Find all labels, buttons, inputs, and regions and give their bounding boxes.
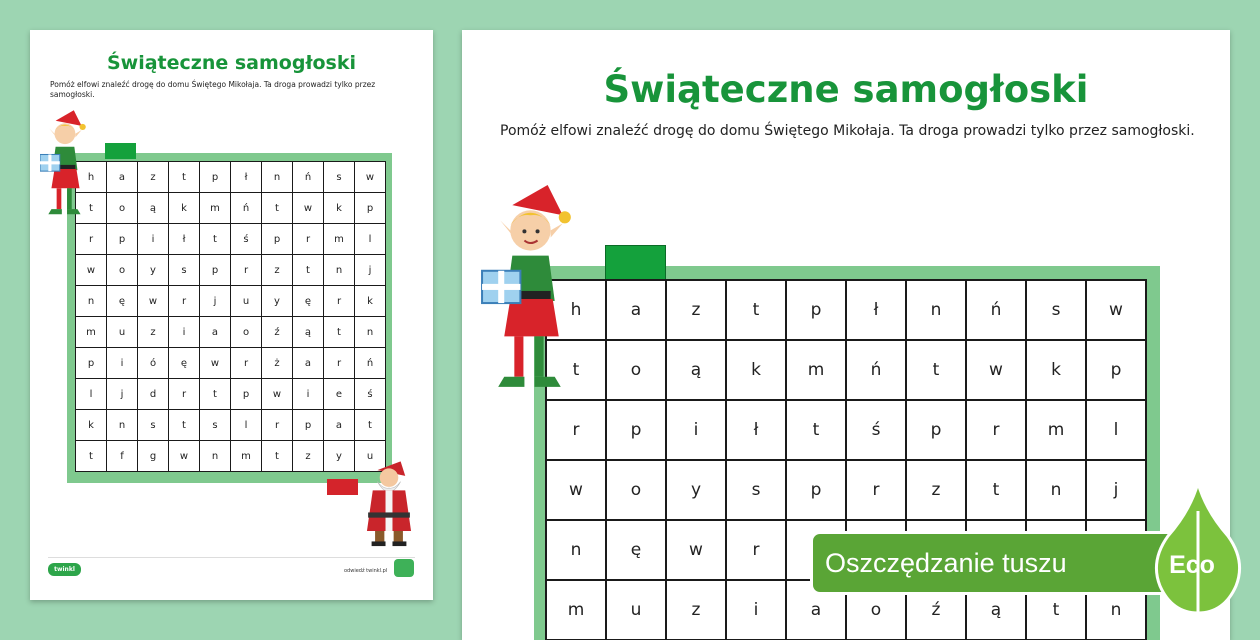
grid-cell: j (107, 379, 137, 409)
grid-cell: f (107, 441, 137, 471)
grid-cell: t (324, 317, 354, 347)
grid-cell: k (355, 286, 385, 316)
grid-cell: ą (667, 341, 725, 399)
grid-cell: a (107, 162, 137, 192)
grid-cell: ę (293, 286, 323, 316)
footer-url: odwiedź twinkl.pl (344, 568, 388, 574)
grid-cell: p (76, 348, 106, 378)
grid-cell: t (787, 401, 845, 459)
grid-cell: p (293, 410, 323, 440)
grid-cell: w (293, 193, 323, 223)
grid-cell: s (138, 410, 168, 440)
grid-cell: m (1027, 401, 1085, 459)
grid-cell: m (787, 341, 845, 399)
grid-cell: w (547, 461, 605, 519)
grid-cell: p (200, 255, 230, 285)
grid-cell: s (1027, 281, 1085, 339)
grid-cell: t (200, 224, 230, 254)
grid-cell: y (262, 286, 292, 316)
grid-cell: p (787, 461, 845, 519)
grid-cell: ę (169, 348, 199, 378)
eco-badge-text: Oszczędzanie tuszu (825, 547, 1067, 578)
grid-cell: r (76, 224, 106, 254)
grid-cell: ą (138, 193, 168, 223)
eco-badge-bar (810, 531, 1205, 595)
start-marker (605, 245, 666, 280)
eco-badge[interactable] (810, 531, 1250, 595)
grid-cell: w (667, 521, 725, 579)
grid-cell: j (355, 255, 385, 285)
grid-cell: n (200, 441, 230, 471)
grid-cell: k (324, 193, 354, 223)
grid-cell: r (169, 379, 199, 409)
grid-cell: i (727, 581, 785, 639)
grid-cell: r (847, 461, 905, 519)
grid-cell: ł (847, 281, 905, 339)
grid-cell: ś (355, 379, 385, 409)
grid-cell: t (76, 441, 106, 471)
grid-cell: n (1027, 461, 1085, 519)
grid-cell: k (169, 193, 199, 223)
grid-cell: h (547, 281, 605, 339)
grid-cell: y (667, 461, 725, 519)
instructions: Pomóż elfowi znaleźć drogę do domu Świętego Mikołaja. Ta droga prowadzi tylko przez samogłoski. (500, 123, 1195, 139)
grid-cell: o (607, 461, 665, 519)
grid-cell: s (727, 461, 785, 519)
grid-cell: i (107, 348, 137, 378)
grid-cell: t (200, 379, 230, 409)
letter-grid (75, 161, 386, 472)
grid-cell: n (907, 281, 965, 339)
grid-cell: g (138, 441, 168, 471)
grid-cell: ń (355, 348, 385, 378)
grid-cell: t (727, 281, 785, 339)
grid-cell: u (607, 581, 665, 639)
grid-cell: r (169, 286, 199, 316)
footer-badge-icon (394, 559, 414, 577)
grid-cell: ń (293, 162, 323, 192)
grid-cell: o (107, 193, 137, 223)
grid-cell: t (169, 162, 199, 192)
grid-cell: t (262, 441, 292, 471)
grid-cell: r (967, 401, 1025, 459)
santa-illustration (360, 454, 418, 550)
grid-cell: j (200, 286, 230, 316)
grid-cell: a (200, 317, 230, 347)
grid-cell: p (200, 162, 230, 192)
grid-cell: w (200, 348, 230, 378)
grid-cell: m (200, 193, 230, 223)
grid-cell: u (231, 286, 261, 316)
grid-cell: t (262, 193, 292, 223)
grid-cell: a (607, 281, 665, 339)
grid-cell: z (138, 317, 168, 347)
grid-cell: s (169, 255, 199, 285)
thumbnail-page[interactable] (30, 30, 433, 600)
grid-cell: n (1087, 581, 1145, 639)
end-marker (327, 479, 358, 495)
grid-cell: ń (231, 193, 261, 223)
grid-cell: r (324, 286, 354, 316)
grid-cell: r (231, 348, 261, 378)
grid-cell: w (76, 255, 106, 285)
grid-cell: ż (262, 348, 292, 378)
grid-cell: y (324, 441, 354, 471)
grid-cell: t (547, 341, 605, 399)
grid-cell: i (293, 379, 323, 409)
grid-cell: o (607, 341, 665, 399)
grid-cell: o (847, 581, 905, 639)
grid-cell: s (324, 162, 354, 192)
thumbnail-instructions: Pomóż elfowi znaleźć drogę do domu Świętego Mikołaja. Ta droga prowadzi tylko przez samogłoski. (50, 80, 376, 100)
start-marker (105, 143, 136, 159)
grid-cell: n (324, 255, 354, 285)
leaf-icon (1148, 481, 1248, 619)
grid-cell: l (76, 379, 106, 409)
grid-cell: i (667, 401, 725, 459)
grid-cell: ź (262, 317, 292, 347)
grid-cell: i (138, 224, 168, 254)
grid-cell: o (107, 255, 137, 285)
grid-cell: r (262, 410, 292, 440)
grid-cell: ę (607, 521, 665, 579)
grid-cell: d (138, 379, 168, 409)
grid-cell: ą (967, 581, 1025, 639)
grid-cell: w (355, 162, 385, 192)
twinkl-logo: twinkl (48, 563, 81, 576)
grid-cell: a (293, 348, 323, 378)
grid-cell: r (324, 348, 354, 378)
grid-cell: w (967, 341, 1025, 399)
grid-cell: r (231, 255, 261, 285)
grid-cell: u (107, 317, 137, 347)
grid-cell: p (607, 401, 665, 459)
grid-cell: ń (967, 281, 1025, 339)
grid-cell: ó (138, 348, 168, 378)
thumbnail-title: Świąteczne samogłoski (106, 52, 357, 74)
grid-cell: w (1087, 281, 1145, 339)
grid-cell: z (667, 281, 725, 339)
grid-cell: w (169, 441, 199, 471)
page-title: Świąteczne samogłoski (603, 68, 1089, 111)
grid-cell: k (76, 410, 106, 440)
grid-cell: r (547, 401, 605, 459)
grid-cell: e (324, 379, 354, 409)
grid-cell: n (262, 162, 292, 192)
footer-divider (48, 557, 415, 558)
grid-cell: l (1087, 401, 1145, 459)
grid-cell: m (76, 317, 106, 347)
grid-cell: z (262, 255, 292, 285)
grid-cell: n (76, 286, 106, 316)
grid-cell: m (231, 441, 261, 471)
grid-cell: r (293, 224, 323, 254)
grid-cell: t (355, 410, 385, 440)
grid-cell: n (107, 410, 137, 440)
grid-cell: t (967, 461, 1025, 519)
grid-cell: s (200, 410, 230, 440)
grid-cell: p (262, 224, 292, 254)
grid-cell: k (727, 341, 785, 399)
grid-cell: ś (847, 401, 905, 459)
grid-cell: p (107, 224, 137, 254)
grid-cell: ł (169, 224, 199, 254)
grid-cell: r (727, 521, 785, 579)
grid-cell: ń (847, 341, 905, 399)
grid-cell: p (907, 401, 965, 459)
grid-cell: t (76, 193, 106, 223)
grid-cell: t (169, 410, 199, 440)
grid-cell: n (355, 317, 385, 347)
grid-cell: ś (231, 224, 261, 254)
grid-cell: a (787, 581, 845, 639)
grid-cell: a (324, 410, 354, 440)
grid-cell: ź (907, 581, 965, 639)
grid-cell: p (355, 193, 385, 223)
grid-cell: n (547, 521, 605, 579)
grid-cell: k (1027, 341, 1085, 399)
grid-cell: ą (293, 317, 323, 347)
grid-cell: p (1087, 341, 1145, 399)
grid-cell: p (787, 281, 845, 339)
grid-cell: z (907, 461, 965, 519)
grid-cell: ę (107, 286, 137, 316)
grid-cell: z (667, 581, 725, 639)
grid-cell: u (355, 441, 385, 471)
grid-cell: w (262, 379, 292, 409)
grid-cell: o (231, 317, 261, 347)
grid-cell: l (355, 224, 385, 254)
elf-illustration (480, 185, 585, 407)
elf-illustration (40, 110, 92, 225)
grid-cell: z (138, 162, 168, 192)
grid-cell: l (231, 410, 261, 440)
grid-cell: y (138, 255, 168, 285)
grid-cell: z (293, 441, 323, 471)
grid-cell: ł (727, 401, 785, 459)
grid-cell: h (76, 162, 106, 192)
grid-cell: t (907, 341, 965, 399)
grid-cell: t (293, 255, 323, 285)
grid-cell: p (231, 379, 261, 409)
grid-cell: i (169, 317, 199, 347)
eco-label: Eco (1169, 551, 1215, 579)
grid-cell: ł (231, 162, 261, 192)
grid-cell: m (547, 581, 605, 639)
grid-cell: j (1087, 461, 1145, 519)
grid-cell: t (1027, 581, 1085, 639)
grid-cell: w (138, 286, 168, 316)
grid-cell: m (324, 224, 354, 254)
